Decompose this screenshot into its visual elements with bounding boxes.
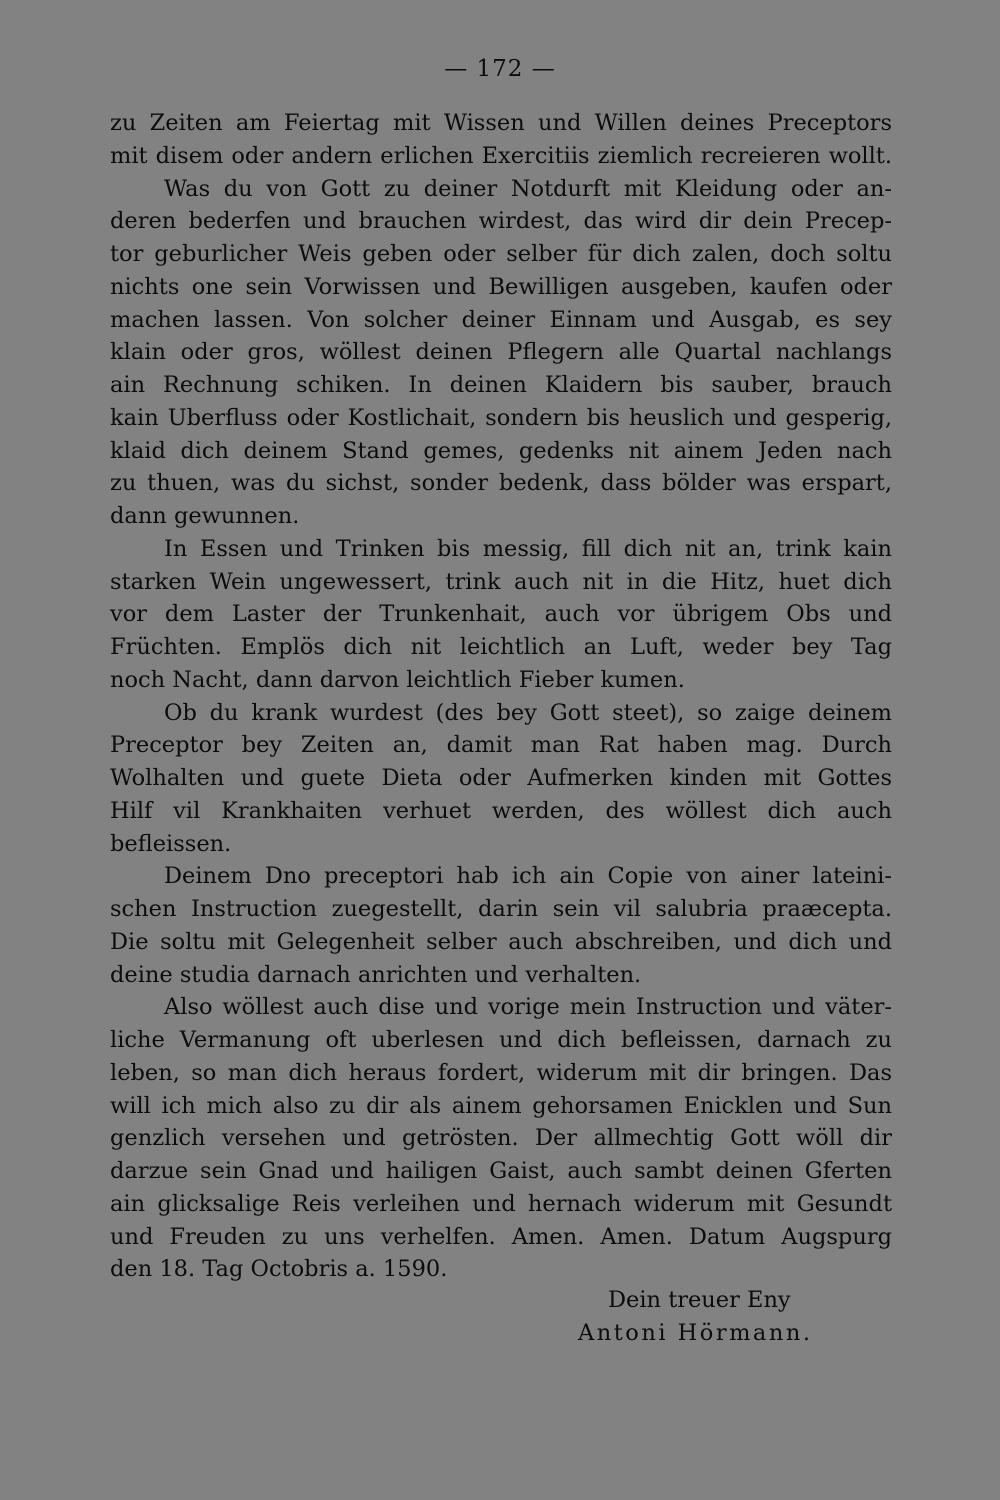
text-line: den 18. Tag Octobris a. 1590.	[110, 1256, 448, 1283]
text-line: noch Nacht, dann darvon leichtlich Fieber kumen.	[110, 666, 685, 693]
text-line: Hilf vil Krankhaiten verhuet werden, des wöllest dich auch	[110, 797, 892, 824]
text-line: genzlich versehen und getrösten. Der allmechtig Gott wöll dir	[110, 1125, 892, 1152]
text-line: deine studia darnach anrichten und verhalten.	[110, 961, 642, 988]
text-line: Die soltu mit Gelegenheit selber auch abschreiben, und dich und	[110, 928, 892, 955]
text-line: tor geburlicher Weis geben oder selber für dich zalen, doch soltu	[110, 241, 892, 267]
text-line: kain Uberfluss oder Kostlichait, sondern bis heuslich und gesperig,	[110, 404, 892, 431]
text-line: zu thuen, was du sichst, sonder bedenk, dass bölder was erspart,	[110, 470, 892, 497]
text-line: liche Vermanung oft uberlesen und dich befleissen, darnach zu	[110, 1027, 892, 1053]
signature-greeting: Dein treuer Eny	[608, 1287, 791, 1313]
text-line: ain glicksalige Reis verleihen und hernach widerum mit Gesundt	[110, 1190, 892, 1217]
text-line: starken Wein ungewessert, trink auch nit in die Hitz, huet dich	[110, 568, 892, 595]
text-line: befleissen.	[110, 830, 232, 857]
text-line: klaid dich deinem Stand gemes, gedenks nit ainem Jeden nach	[110, 437, 892, 464]
text-line: darzue sein Gnad und hailigen Gaist, auch sambt deinen Gferten	[110, 1158, 892, 1184]
text-line: mit disem oder andern erlichen Exercitiis ziemlich recreieren wollt.	[110, 142, 892, 169]
text-line: Wolhalten und guete Dieta oder Aufmerken kinden mit Gottes	[110, 765, 892, 791]
body-text	[110, 107, 892, 1286]
text-line: schen Instruction zuegestellt, darin sein vil salubria praæcepta.	[110, 896, 892, 922]
signature-block	[570, 1284, 870, 1350]
text-line: und Freuden zu uns verhelfen. Amen. Amen. Datum Augspurg	[110, 1223, 892, 1250]
text-line: ain Rechnung schiken. In deinen Klaidern bis sauber, brauch	[110, 372, 892, 398]
text-line: Deinem Dno preceptori hab ich ain Copie von ainer lateini-	[164, 863, 892, 890]
text-line: Was du von Gott zu deiner Notdurft mit Kleidung oder an-	[164, 175, 892, 202]
text-line: Ob du krank wurdest (des bey Gott steet), so zaige deinem	[164, 699, 892, 726]
text-line: will ich mich also zu dir als ainem gehorsamen Enicklen und Sun	[110, 1092, 892, 1119]
text-line: In Essen und Trinken bis messig, fill dich nit an, trink kain	[164, 535, 892, 562]
text-line: Früchten. Emplös dich nit leichtlich an Luft, weder bey Tag	[110, 634, 892, 660]
text-line: klain oder gros, wöllest deinen Pflegern alle Quartal nachlangs	[110, 339, 892, 366]
signature-name: Antoni Hörmann.	[578, 1319, 813, 1346]
text-line: leben, so man dich heraus fordert, widerum mit dir bringen. Das	[110, 1059, 892, 1086]
text-line: machen lassen. Von solcher deiner Einnam und Ausgab, es sey	[110, 306, 892, 333]
text-line: zu Zeiten am Feiertag mit Wissen und Willen deines Preceptors	[110, 110, 892, 136]
text-line: dann gewunnen.	[110, 503, 300, 529]
text-line: deren bederfen und brauchen wirdest, das wird dir dein Precep-	[110, 208, 892, 235]
text-line: Also wöllest auch dise und vorige mein Instruction und väter-	[164, 994, 892, 1021]
text-line: vor dem Laster der Trunkenhait, auch vor übrigem Obs und	[110, 601, 892, 628]
text-line: Preceptor bey Zeiten an, damit man Rat haben mag. Durch	[110, 732, 892, 759]
text-line: nichts one sein Vorwissen und Bewilligen ausgeben, kaufen oder	[110, 273, 892, 300]
page-number: — 172 —	[444, 56, 556, 82]
